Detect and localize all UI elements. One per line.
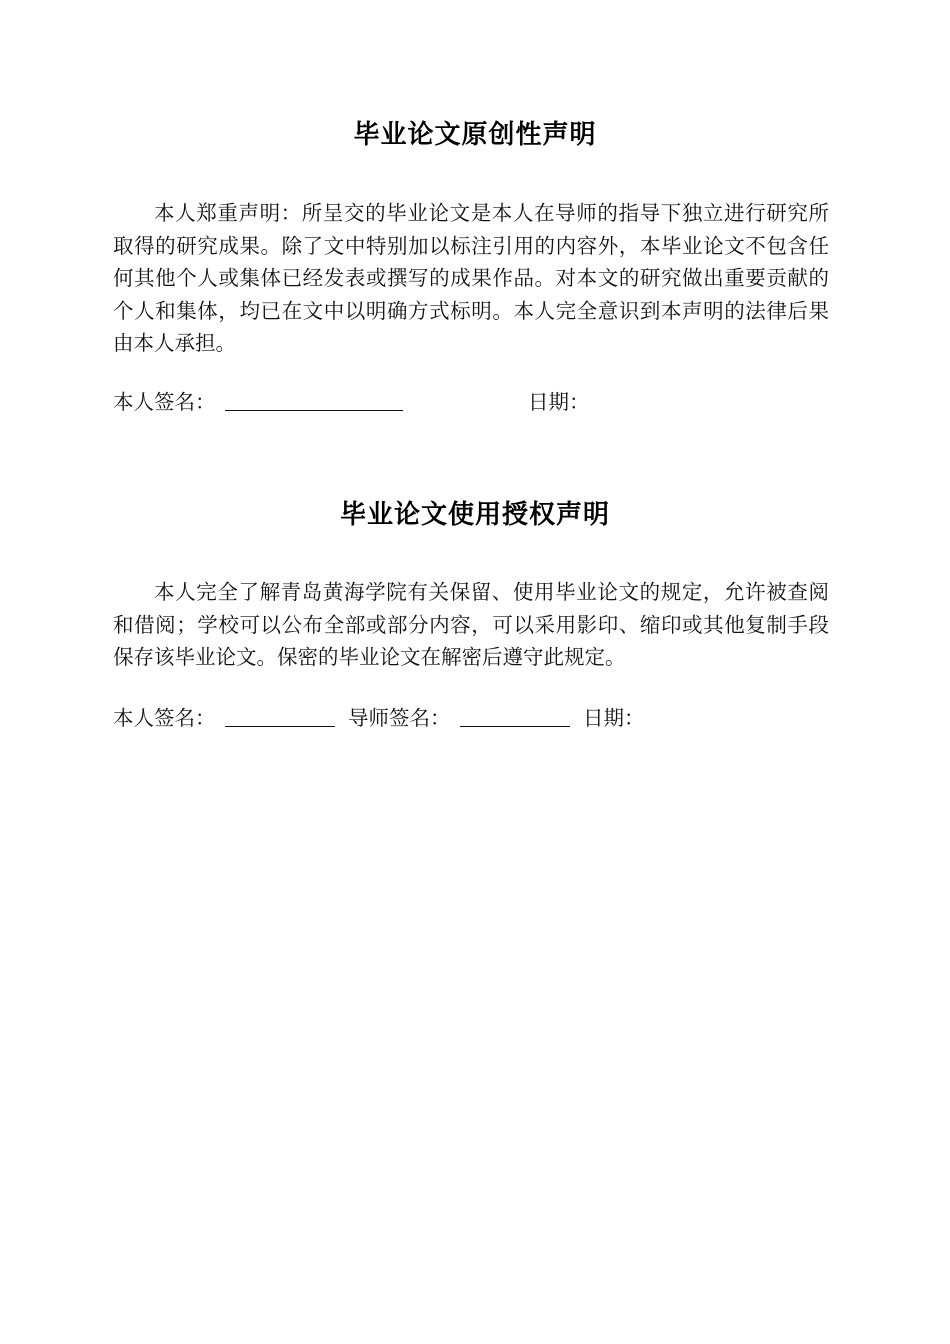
date-label: 日期： — [583, 706, 645, 730]
advisor-signature-line[interactable] — [460, 726, 570, 727]
originality-signature-row — [113, 386, 829, 418]
authorization-signature-row — [113, 702, 829, 734]
author-signature-label: 本人签名： — [113, 706, 216, 730]
author-signature-line[interactable] — [225, 410, 403, 411]
advisor-signature-label: 导师签名： — [348, 706, 451, 730]
authorization-declaration-title: 毕业论文使用授权声明 — [339, 500, 610, 530]
author-signature-line[interactable] — [225, 726, 335, 727]
author-signature-label: 本人签名： — [113, 390, 216, 414]
originality-declaration-title: 毕业论文原创性声明 — [353, 120, 597, 150]
date-label: 日期： — [528, 390, 590, 414]
originality-declaration-paragraph: 本人郑重声明：所呈交的毕业论文是本人在导师的指导下独立进行研究所取得的研究成果。除了文中特别加以标注引用的内容外，本毕业论文不包含任何其他个人或集体已经发表或撰写的成果作品。对本文的研究做出重要贡献的个人和集体，均已在文中以明确方式标明。本人完全意识到本声明的法律后果由本人承担。 — [113, 201, 829, 355]
authorization-declaration-paragraph: 本人完全了解青岛黄海学院有关保留、使用毕业论文的规定，允许被查阅和借阅；学校可以公布全部或部分内容，可以采用影印、缩印或其他复制手段保存该毕业论文。保密的毕业论文在解密后遵守此规定。 — [113, 580, 829, 669]
